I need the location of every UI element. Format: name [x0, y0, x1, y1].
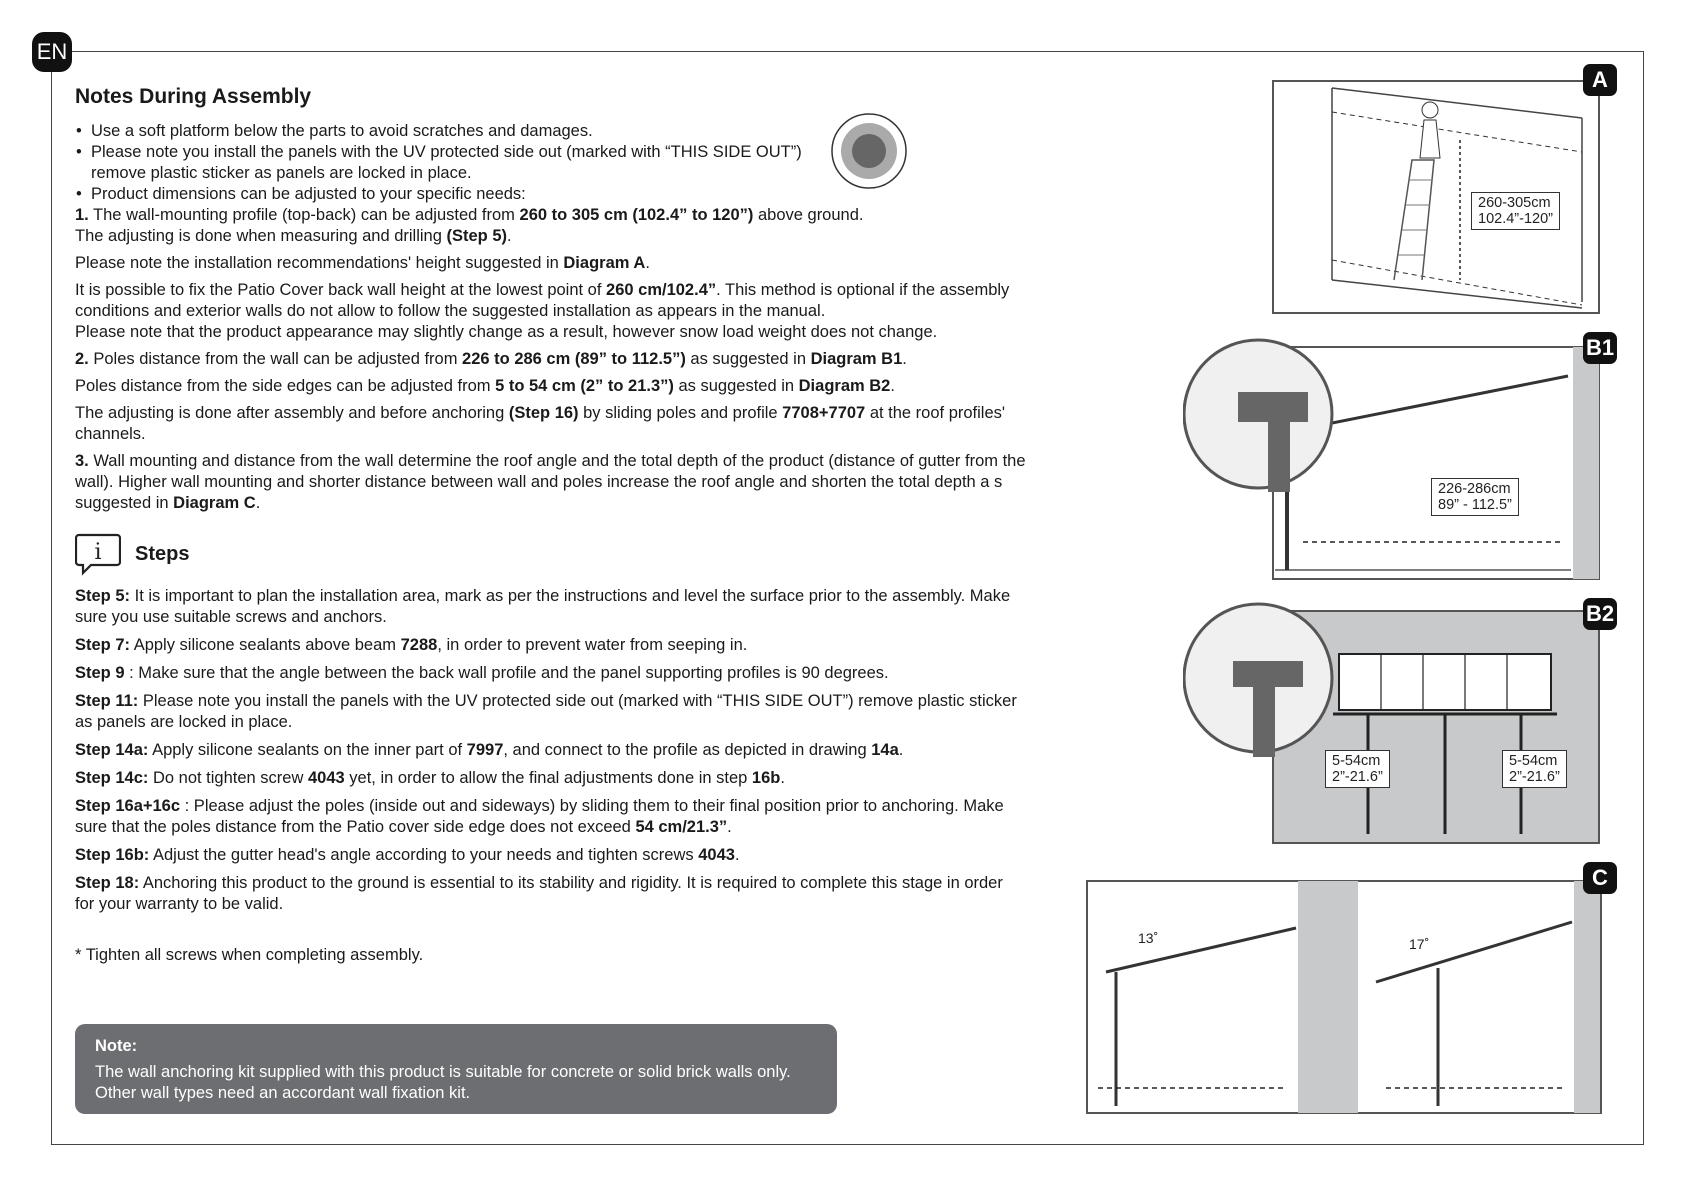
- step-item: Step 5: It is important to plan the installation area, mark as per the instructions and level the surface prior to the assembly. Make sure you use suitable screws and anchors.: [75, 587, 1011, 626]
- diagram-b2-drawing: [1183, 596, 1602, 846]
- diagram-a-tag: A: [1583, 64, 1617, 96]
- diagram-c: [1086, 880, 1602, 1114]
- diagram-a: [1272, 80, 1601, 316]
- language-badge: EN: [32, 32, 72, 72]
- steps-title: Steps: [135, 542, 190, 565]
- note-text: The wall anchoring kit supplied with this product is suitable for concrete or solid brick walls only. Other wall types need an accordant wall fixation kit.: [95, 1063, 791, 1102]
- bullet-item: • Use a soft platform below the parts to avoid scratches and damages.: [91, 121, 871, 142]
- note-2: 2. Poles distance from the wall can be adjusted from 226 to 286 cm (89” to 112.5”) as suggested in Diagram B1.: [75, 350, 907, 368]
- step-item: Step 16a+16c : Please adjust the poles (inside out and sideways) by sliding them to their final position prior to anchoring. Make sure that the poles distance from the Patio cover side edge does not exceed 54 cm/21.3”.: [75, 797, 1004, 836]
- note-title: Note:: [95, 1037, 138, 1055]
- step-item: Step 14c: Do not tighten screw 4043 yet, in order to allow the final adjustments done in step 16b.: [75, 769, 785, 787]
- bullet-list: [75, 121, 1055, 205]
- diagram-c-left-angle: 13˚: [1138, 930, 1159, 946]
- page-title: Notes During Assembly: [75, 85, 312, 108]
- note-3: 3. Wall mounting and distance from the wall determine the roof angle and the total depth of the product (distance of gutter from the wall). Higher wall mounting and shorter distance between wall and poles increase the roof angle and shorten the total depth a s suggested in Diagram C.: [75, 452, 1026, 512]
- note-1: 1. The wall-mounting profile (top-back) can be adjusted from 260 to 305 cm (102.4” to 120”) above ground. The adjusting is done when measuring and drilling (Step 5).: [75, 206, 864, 245]
- diagram-b1-drawing: [1183, 332, 1602, 582]
- note-1-diagram-ref: Please note the installation recommendations' height suggested in Diagram A.: [75, 254, 650, 272]
- diagram-c-tag: C: [1583, 862, 1617, 894]
- step-item: Step 11: Please note you install the panels with the UV protected side out (marked with “THIS SIDE OUT”) remove plastic sticker as panels are locked in place.: [75, 692, 1017, 731]
- steps-list: [75, 586, 1025, 915]
- this-side-out-sticker-icon: [830, 112, 908, 190]
- note-2-adjust: The adjusting is done after assembly and before anchoring (Step 16) by sliding poles and profile 7708+7707 at the roof profiles' channels.: [75, 404, 1006, 443]
- diagram-b2-left-label: 5-54cm 2”-21.6”: [1325, 750, 1390, 788]
- diagram-b1-tag: B1: [1583, 332, 1617, 364]
- bullet-item: • Product dimensions can be adjusted to your specific needs:: [91, 184, 1055, 205]
- footnote: * Tighten all screws when completing assembly.: [75, 946, 424, 964]
- svg-text:i: i: [94, 540, 102, 565]
- diagram-b1: [1183, 332, 1602, 582]
- step-item: Step 9 : Make sure that the angle between the back wall profile and the panel supporting profiles is 90 degrees.: [75, 664, 889, 682]
- bullet-item: • Please note you install the panels with the UV protected side out (marked with “THIS SIDE OUT”) remove plastic sticker as panels are locked in place.: [91, 142, 836, 184]
- diagram-b2: [1183, 596, 1602, 846]
- step-item: Step 7: Apply silicone sealants above beam 7288, in order to prevent water from seeping in.: [75, 636, 748, 654]
- diagram-b2-right-label: 5-54cm 2”-21.6”: [1502, 750, 1567, 788]
- step-item: Step 16b: Adjust the gutter head's angle according to your needs and tighten screws 4043.: [75, 846, 740, 864]
- diagram-c-drawing: [1086, 880, 1602, 1114]
- steps-heading: [75, 532, 1055, 576]
- info-icon: [75, 532, 121, 576]
- diagram-b1-distance-label: 226-286cm 89” - 112.5”: [1431, 478, 1519, 516]
- diagram-c-right-angle: 17˚: [1409, 936, 1430, 952]
- note-1-optional: It is possible to fix the Patio Cover back wall height at the lowest point of 260 cm/102.4”. This method is optional if the assembly conditions and exterior walls do not allow to follow the suggested installation as appears in the manual. Please note that the product appearance may slightly change as a result, however snow load weight does not change.: [75, 281, 1010, 341]
- diagram-a-height-label: 260-305cm 102.4”-120”: [1471, 192, 1560, 230]
- note-2-side: Poles distance from the side edges can be adjusted from 5 to 54 cm (2” to 21.3”) as suggested in Diagram B2.: [75, 377, 895, 395]
- diagram-b2-tag: B2: [1583, 598, 1617, 630]
- step-item: Step 14a: Apply silicone sealants on the inner part of 7997, and connect to the profile as depicted in drawing 14a.: [75, 741, 904, 759]
- note-box: [75, 1024, 837, 1114]
- step-item: Step 18: Anchoring this product to the ground is essential to its stability and rigidity. It is required to complete this stage in order for your warranty to be valid.: [75, 874, 1003, 913]
- notes-section: [75, 86, 1055, 966]
